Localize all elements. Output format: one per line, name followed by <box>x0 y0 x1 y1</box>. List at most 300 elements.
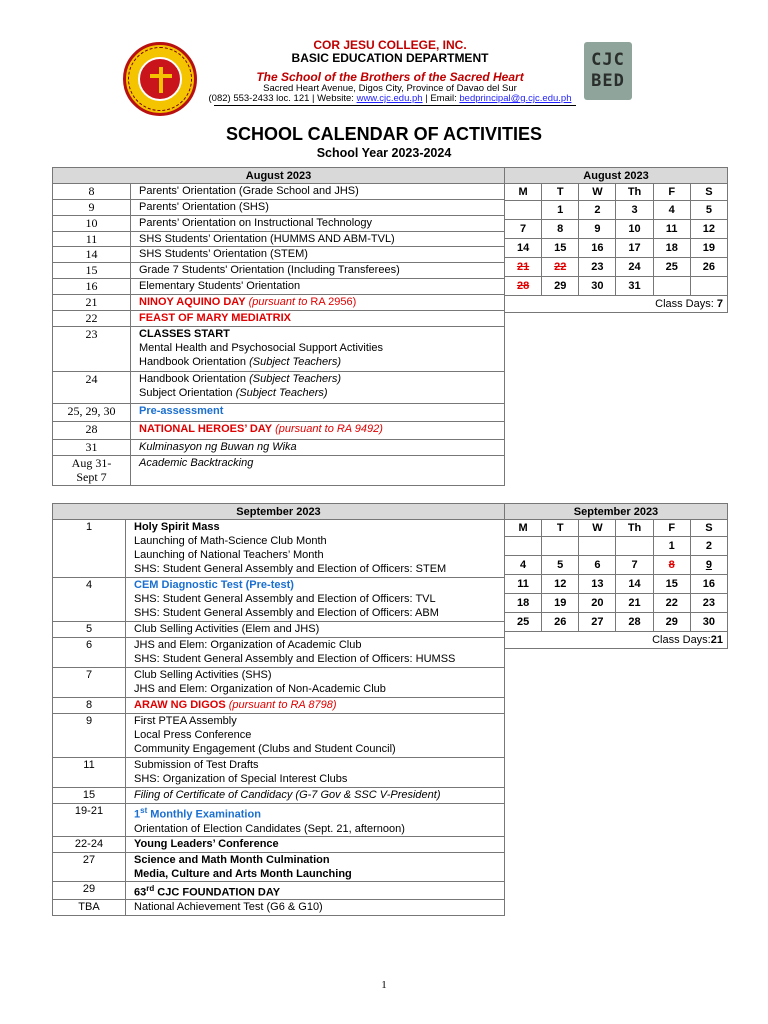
activity-row <box>53 804 505 837</box>
activity-text: Holy Spirit Mass <box>134 521 220 533</box>
class-days-row <box>505 296 728 313</box>
class-days-cell <box>505 632 728 649</box>
activity-description <box>126 622 505 638</box>
calendar-day: 8 <box>542 220 579 239</box>
activity-text: FEAST OF MARY MEDIATRIX <box>139 312 291 324</box>
activity-line <box>134 592 504 606</box>
activity-line <box>139 440 504 454</box>
activity-date: 21 <box>53 295 131 311</box>
activity-line <box>134 652 504 666</box>
activity-date: 23 <box>53 327 131 372</box>
activity-date: 1 <box>53 520 126 578</box>
class-days-count: 21 <box>710 634 723 646</box>
activity-text: Community Engagement (Clubs and Student Council) <box>134 743 396 755</box>
activity-text: Handbook Orientation <box>139 373 247 385</box>
activity-row <box>53 698 505 714</box>
activity-description <box>126 638 505 668</box>
activity-line <box>139 247 504 261</box>
activity-note: (Subject Teachers) <box>249 356 341 368</box>
activity-row <box>53 247 505 263</box>
activity-text: CLASSES START <box>139 328 230 340</box>
activity-description <box>131 247 505 263</box>
activity-date: 7 <box>53 668 126 698</box>
activity-line <box>134 900 504 914</box>
activity-description <box>126 881 505 900</box>
activity-description <box>131 311 505 327</box>
september-activities-heading: September 2023 <box>53 504 505 520</box>
activity-row <box>53 422 505 440</box>
calendar-day: 31 <box>616 277 653 296</box>
activity-date: 10 <box>53 216 131 232</box>
contact-phone: (082) 553-2433 loc. 121 | Website: <box>208 93 357 104</box>
activity-date: 11 <box>53 232 131 247</box>
september-calendar-heading: September 2023 <box>505 504 728 520</box>
calendar-day: 19 <box>690 239 727 258</box>
calendar-day: 15 <box>653 575 690 594</box>
activity-date: 15 <box>53 788 126 804</box>
calendar-day <box>542 537 579 556</box>
cross-bar-icon <box>150 74 172 78</box>
activity-line <box>134 728 504 742</box>
activity-date: 16 <box>53 279 131 295</box>
activity-line <box>134 548 504 562</box>
logo-text-cjc: CJC <box>591 50 625 70</box>
class-days-cell <box>505 296 728 313</box>
weekday-label: F <box>653 520 690 537</box>
activity-text: SHS: Student General Assembly and Election of Officers: STEM <box>134 563 447 575</box>
calendar-week <box>505 258 728 277</box>
calendar-day: 30 <box>690 613 727 632</box>
activity-line <box>134 562 504 576</box>
activity-line <box>139 200 504 214</box>
calendar-day: 20 <box>579 594 616 613</box>
logo-text-bed: BED <box>591 71 625 91</box>
activity-row <box>53 232 505 247</box>
activity-line <box>134 520 504 534</box>
activity-line <box>139 184 504 198</box>
calendar-day: 7 <box>505 220 542 239</box>
activity-text: JHS and Elem: Organization of Non-Academic Club <box>134 683 386 695</box>
calendar-day: 22 <box>653 594 690 613</box>
activity-text: Pre-assessment <box>139 405 224 417</box>
activity-note-tail: CJC FOUNDATION DAY <box>154 886 281 899</box>
calendar-day: 29 <box>653 613 690 632</box>
activity-row <box>53 404 505 422</box>
activity-line <box>134 822 504 836</box>
activity-text: Mental Health and Psychosocial Support Activities <box>139 342 383 354</box>
activity-text: SHS: Student General Assembly and Election of Officers: TVL <box>134 593 436 605</box>
weekday-label: Th <box>616 520 653 537</box>
weekday-label: T <box>542 520 579 537</box>
calendar-day: 5 <box>542 556 579 575</box>
weekday-label: S <box>690 184 727 201</box>
calendar-day: 18 <box>653 239 690 258</box>
activity-text: 63 <box>134 886 147 899</box>
activity-description <box>131 263 505 279</box>
activity-text: NATIONAL HEROES’ DAY <box>139 423 273 435</box>
activity-date: TBA <box>53 900 126 916</box>
activity-line <box>139 279 504 293</box>
activity-line <box>134 682 504 696</box>
calendar-day: 3 <box>616 201 653 220</box>
activity-text: Parents' Orientation (Grade School and JHS) <box>139 185 359 197</box>
activity-description <box>131 440 505 456</box>
weekday-header-row <box>505 184 728 201</box>
activity-date: 25, 29, 30 <box>53 404 131 422</box>
calendar-day: 28 <box>505 277 542 296</box>
august-calendar <box>504 167 728 313</box>
calendar-week <box>505 220 728 239</box>
calendar-week <box>505 556 728 575</box>
activity-note-tail: RA 2956) <box>307 296 357 308</box>
activity-text: ARAW NG DIGOS <box>134 699 226 711</box>
activity-row <box>53 900 505 916</box>
activity-date: 19-21 <box>53 804 126 837</box>
activity-row <box>53 638 505 668</box>
activity-line <box>134 772 504 786</box>
activity-text: SHS: Student General Assembly and Election of Officers: HUMSS <box>134 653 456 665</box>
activity-line <box>134 742 504 756</box>
calendar-day: 8 <box>653 556 690 575</box>
activity-date: 8 <box>53 698 126 714</box>
calendar-day: 19 <box>542 594 579 613</box>
activity-date: 14 <box>53 247 131 263</box>
activity-description <box>126 788 505 804</box>
calendar-day: 16 <box>579 239 616 258</box>
activity-line <box>134 882 504 900</box>
weekday-label: F <box>653 184 690 201</box>
email-label: | Email: <box>422 93 460 104</box>
activity-description <box>126 758 505 788</box>
calendar-day: 21 <box>616 594 653 613</box>
activity-line <box>139 456 504 470</box>
activity-line <box>139 232 504 246</box>
activity-superscript: st <box>140 806 148 815</box>
calendar-day: 11 <box>505 575 542 594</box>
activity-row <box>53 788 505 804</box>
calendar-day: 7 <box>616 556 653 575</box>
activity-line <box>134 867 504 881</box>
class-days-label: Class Days: <box>655 298 717 310</box>
activity-line <box>139 355 504 369</box>
calendar-week <box>505 239 728 258</box>
activity-row <box>53 852 505 881</box>
september-activities-table <box>52 503 505 916</box>
activity-row <box>53 372 505 404</box>
activity-date: 22-24 <box>53 836 126 852</box>
activity-note: (Subject Teachers) <box>249 373 341 385</box>
activity-text: Media, Culture and Arts Month Launching <box>134 867 352 880</box>
activity-description <box>126 900 505 916</box>
activity-date: 4 <box>53 578 126 622</box>
activity-text: National Achievement Test (G6 & G10) <box>134 901 323 914</box>
activity-text: Club Selling Activities (Elem and JHS) <box>134 623 320 635</box>
calendar-day: 23 <box>579 258 616 277</box>
page-title: SCHOOL CALENDAR OF ACTIVITIES <box>225 124 542 144</box>
calendar-day: 13 <box>579 575 616 594</box>
activity-description <box>131 295 505 311</box>
activity-row <box>53 668 505 698</box>
school-motto: The School of the Brothers of the Sacred Heart <box>256 70 524 84</box>
activity-row <box>53 578 505 622</box>
calendar-week <box>505 594 728 613</box>
activity-description <box>131 279 505 295</box>
calendar-day: 21 <box>505 258 542 277</box>
activity-text: Kulminasyon ng Buwan ng Wika <box>139 441 297 453</box>
weekday-label: M <box>505 520 542 537</box>
activity-description <box>131 327 505 372</box>
september-calendar <box>504 503 728 649</box>
page-subtitle: School Year 2023-2024 <box>316 146 452 160</box>
class-days-count: 7 <box>716 298 723 310</box>
calendar-day: 26 <box>690 258 727 277</box>
activity-date: 28 <box>53 422 131 440</box>
activity-note-tail: Monthly Examination <box>147 808 261 821</box>
activity-date: 8 <box>53 184 131 200</box>
activity-row <box>53 184 505 200</box>
activity-line <box>139 372 504 386</box>
activity-note: (Subject Teachers) <box>235 387 328 399</box>
seal-shield <box>138 57 182 101</box>
activity-row <box>53 714 505 758</box>
calendar-day: 27 <box>579 613 616 632</box>
activity-text: Parents' Orientation (SHS) <box>139 201 269 213</box>
activity-row <box>53 263 505 279</box>
calendar-week <box>505 201 728 220</box>
calendar-day: 1 <box>653 537 690 556</box>
weekday-label: M <box>505 184 542 201</box>
activity-description <box>131 404 505 422</box>
activity-row <box>53 456 505 486</box>
activity-row <box>53 836 505 852</box>
activity-row <box>53 440 505 456</box>
activity-row <box>53 216 505 232</box>
activity-row <box>53 327 505 372</box>
calendar-day: 16 <box>690 575 727 594</box>
calendar-day <box>505 537 542 556</box>
school-address: Sacred Heart Avenue, Digos City, Province of Davao del Sur <box>263 83 517 94</box>
activity-text: Filing of Certificate of Candidacy (G-7 Gov & SSC V-President) <box>134 789 441 801</box>
activity-note: (pursuant to <box>248 296 308 308</box>
activity-description <box>131 216 505 232</box>
calendar-day: 12 <box>542 575 579 594</box>
calendar-day <box>653 277 690 296</box>
activity-row <box>53 881 505 900</box>
activity-date: 29 <box>53 881 126 900</box>
activity-line <box>134 606 504 620</box>
activity-line <box>139 295 504 309</box>
activity-date: 9 <box>53 714 126 758</box>
activity-line <box>134 638 504 652</box>
calendar-day: 4 <box>653 201 690 220</box>
activity-note: (pursuant to RA 9492) <box>275 423 383 435</box>
activity-row <box>53 758 505 788</box>
calendar-day: 4 <box>505 556 542 575</box>
activity-row <box>53 311 505 327</box>
activity-line <box>134 837 504 851</box>
calendar-week <box>505 277 728 296</box>
website-link[interactable]: www.cjc.edu.ph <box>356 93 423 104</box>
calendar-day <box>616 537 653 556</box>
activity-line <box>134 668 504 682</box>
activity-line <box>139 404 504 418</box>
activity-text: Launching of National Teachers’ Month <box>134 549 324 561</box>
activity-text: Orientation of Election Candidates (Sept. 21, afternoon) <box>134 822 405 835</box>
calendar-day: 29 <box>542 277 579 296</box>
activity-line <box>134 758 504 772</box>
page-number: 1 <box>381 979 387 991</box>
activity-line <box>134 622 504 636</box>
weekday-label: Th <box>616 184 653 201</box>
activity-text: Local Press Conference <box>134 729 252 741</box>
header-rule <box>214 105 576 106</box>
activity-text: Subject Orientation <box>139 387 233 399</box>
activity-line <box>134 853 504 867</box>
weekday-label: S <box>690 520 727 537</box>
activity-description <box>126 714 505 758</box>
class-days-label: Class Days: <box>652 634 711 646</box>
cross-icon <box>159 67 163 93</box>
weekday-label: W <box>579 520 616 537</box>
weekday-header-row <box>505 520 728 537</box>
activity-line <box>139 422 504 436</box>
activity-date: 9 <box>53 200 131 216</box>
activity-date: 31 <box>53 440 131 456</box>
calendar-day: 14 <box>616 575 653 594</box>
activity-date: 5 <box>53 622 126 638</box>
activity-description <box>126 668 505 698</box>
activity-description <box>131 200 505 216</box>
activity-line <box>134 714 504 728</box>
activity-line <box>139 216 504 230</box>
activity-line <box>139 311 504 325</box>
calendar-day: 25 <box>653 258 690 277</box>
calendar-day: 5 <box>690 201 727 220</box>
activity-date: Aug 31- Sept 7 <box>53 456 131 486</box>
calendar-day: 11 <box>653 220 690 239</box>
calendar-day: 30 <box>579 277 616 296</box>
activity-text: SHS Students’ Orientation (HUMMS AND ABM-TVL) <box>139 233 395 245</box>
activity-text: Launching of Math-Science Club Month <box>134 535 327 547</box>
activity-line <box>139 341 504 355</box>
calendar-day: 18 <box>505 594 542 613</box>
activity-description <box>126 698 505 714</box>
calendar-day: 2 <box>579 201 616 220</box>
activity-superscript: rd <box>146 883 155 893</box>
activity-text: Science and Math Month Culmination <box>134 853 330 866</box>
calendar-day: 6 <box>579 556 616 575</box>
activity-date: 6 <box>53 638 126 668</box>
activity-line <box>134 804 504 822</box>
calendar-day <box>505 201 542 220</box>
activity-text: JHS and Elem: Organization of Academic Club <box>134 639 362 651</box>
class-days-row <box>505 632 728 649</box>
calendar-day: 2 <box>690 537 727 556</box>
activity-line <box>134 698 504 712</box>
calendar-day <box>690 277 727 296</box>
calendar-day: 14 <box>505 239 542 258</box>
calendar-day: 25 <box>505 613 542 632</box>
calendar-week <box>505 613 728 632</box>
calendar-day: 28 <box>616 613 653 632</box>
activity-text: CEM Diagnostic Test (Pre-test) <box>134 579 294 591</box>
activity-text: Young Leaders’ Conference <box>134 837 279 850</box>
activity-line <box>139 263 504 277</box>
activity-description <box>126 852 505 881</box>
calendar-day: 24 <box>616 258 653 277</box>
email-link[interactable]: bedprincipal@g.cjc.edu.ph <box>459 93 572 104</box>
activity-line <box>134 534 504 548</box>
activity-text: Academic Backtracking <box>139 457 254 469</box>
activity-description <box>131 456 505 486</box>
activity-text: Club Selling Activities (SHS) <box>134 669 272 681</box>
activity-description <box>126 804 505 837</box>
activity-text: Handbook Orientation <box>139 356 247 368</box>
calendar-day: 26 <box>542 613 579 632</box>
activity-line <box>134 788 504 802</box>
activity-date: 22 <box>53 311 131 327</box>
activity-date: 27 <box>53 852 126 881</box>
school-contact <box>200 93 580 104</box>
activity-description <box>126 578 505 622</box>
activity-row <box>53 520 505 578</box>
activity-description <box>131 232 505 247</box>
activity-text: Parents’ Orientation on Instructional Technology <box>139 217 372 229</box>
activity-date: 11 <box>53 758 126 788</box>
activity-text: Submission of Test Drafts <box>134 759 259 771</box>
activity-text: SHS: Organization of Special Interest Clubs <box>134 773 348 785</box>
august-activities-table <box>52 167 505 486</box>
letterhead <box>0 0 768 110</box>
school-name: COR JESU COLLEGE, INC. <box>313 38 467 52</box>
activity-text: Elementary Students' Orientation <box>139 280 301 292</box>
august-calendar-heading: August 2023 <box>505 168 728 184</box>
calendar-day: 17 <box>616 239 653 258</box>
calendar-day: 15 <box>542 239 579 258</box>
activity-description <box>131 184 505 200</box>
activity-line <box>134 578 504 592</box>
activity-row <box>53 295 505 311</box>
department-name: BASIC EDUCATION DEPARTMENT <box>291 51 489 65</box>
activity-date: 24 <box>53 372 131 404</box>
activity-note: (pursuant to RA 8798) <box>228 699 337 711</box>
calendar-week <box>505 537 728 556</box>
activity-row <box>53 200 505 216</box>
calendar-day: 12 <box>690 220 727 239</box>
activity-text: First PTEA Assembly <box>134 715 237 727</box>
calendar-day: 23 <box>690 594 727 613</box>
activity-row <box>53 622 505 638</box>
activity-text: SHS: Student General Assembly and Election of Officers: ABM <box>134 607 439 619</box>
cjc-bed-logo <box>584 42 632 100</box>
activity-line <box>139 327 504 341</box>
activity-text: NINOY AQUINO DAY <box>139 296 246 308</box>
calendar-day: 1 <box>542 201 579 220</box>
activity-date: 15 <box>53 263 131 279</box>
college-seal-logo <box>123 42 197 116</box>
activity-description <box>126 520 505 578</box>
activity-line <box>139 386 504 400</box>
august-activities-heading: August 2023 <box>53 168 505 184</box>
activity-text: Grade 7 Students' Orientation (Including Transferees) <box>139 264 400 276</box>
calendar-day: 9 <box>690 556 727 575</box>
activity-description <box>131 422 505 440</box>
calendar-week <box>505 575 728 594</box>
activity-row <box>53 279 505 295</box>
activity-text: 1 <box>134 808 141 821</box>
calendar-day: 22 <box>542 258 579 277</box>
calendar-day: 9 <box>579 220 616 239</box>
